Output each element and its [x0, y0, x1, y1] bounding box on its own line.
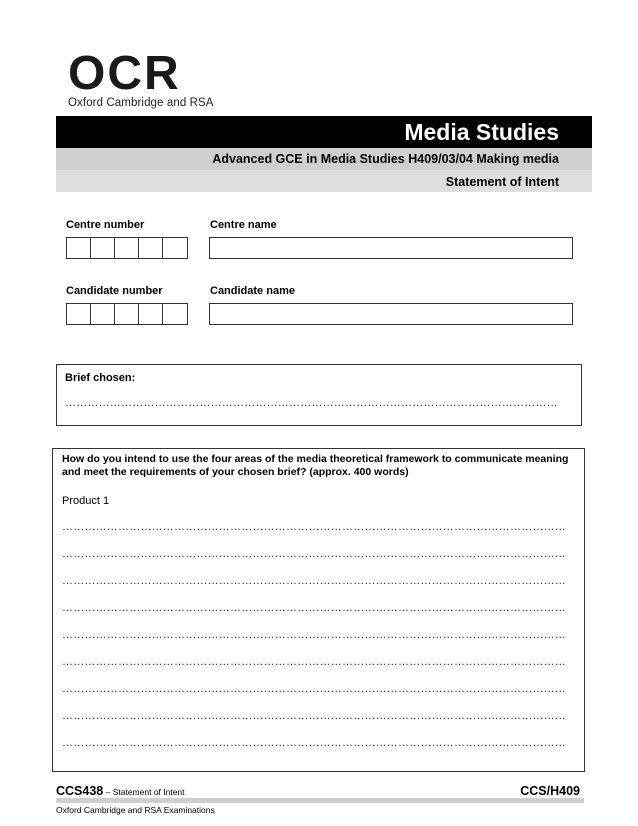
candidate-name-field[interactable] — [209, 303, 573, 325]
title-band — [56, 116, 592, 148]
candidate-name-label: Candidate name — [210, 285, 295, 297]
footer-form-code — [56, 784, 185, 798]
logo-mark: OCR — [68, 47, 181, 100]
answer-line[interactable]: ……………………………………………………………………………………………………………………… — [62, 629, 566, 641]
candidate-number-digit[interactable] — [91, 304, 115, 324]
question-box — [52, 448, 585, 772]
candidate-number-digit[interactable] — [163, 304, 187, 324]
form-title: Statement of Intent — [445, 175, 559, 189]
answer-line[interactable]: ……………………………………………………………………………………………………………………… — [62, 521, 566, 533]
centre-number-digit[interactable] — [91, 238, 115, 258]
centre-number-digit[interactable] — [115, 238, 139, 258]
answer-line[interactable]: ……………………………………………………………………………………………………………………… — [62, 602, 566, 614]
form-code-suffix: – Statement of Intent — [103, 787, 185, 797]
page-title: Media Studies — [404, 119, 559, 145]
qualification-subtitle: Advanced GCE in Media Studies H409/03/04 Making media — [212, 152, 559, 166]
centre-number-digit[interactable] — [67, 238, 91, 258]
form-title-band — [56, 170, 592, 192]
footer-reference: CCS/H409 — [520, 784, 580, 798]
brief-answer-line[interactable]: …………………………………………………………………………………………………………………… — [65, 397, 558, 409]
centre-number-digit[interactable] — [139, 238, 163, 258]
footer-divider — [56, 798, 584, 803]
answer-line[interactable]: ……………………………………………………………………………………………………………………… — [62, 548, 566, 560]
centre-name-label: Centre name — [210, 219, 277, 231]
answer-line[interactable]: ……………………………………………………………………………………………………………………… — [62, 710, 566, 722]
answer-line[interactable]: ……………………………………………………………………………………………………………………… — [62, 737, 566, 749]
centre-number-label: Centre number — [66, 219, 145, 231]
footer-organisation: Oxford Cambridge and RSA Examinations — [56, 805, 215, 815]
subtitle-band — [56, 148, 592, 170]
answer-line[interactable]: ……………………………………………………………………………………………………………………… — [62, 575, 566, 587]
candidate-number-label: Candidate number — [66, 285, 163, 297]
question-text: How do you intend to use the four areas of the media theoretical framework to communicate meaning and meet the requirements of your chosen brief? (approx. 400 words) — [62, 453, 569, 478]
brief-label: Brief chosen: — [65, 372, 136, 384]
candidate-number-boxes[interactable] — [66, 303, 188, 325]
candidate-number-digit[interactable] — [115, 304, 139, 324]
ocr-logo — [68, 47, 218, 112]
candidate-number-digit[interactable] — [139, 304, 163, 324]
centre-name-field[interactable] — [209, 237, 573, 259]
brief-box — [56, 364, 582, 426]
product-label: Product 1 — [62, 495, 110, 507]
centre-number-boxes[interactable] — [66, 237, 188, 259]
form-code: CCS438 — [56, 784, 104, 798]
answer-line[interactable]: ……………………………………………………………………………………………………………………… — [62, 656, 566, 668]
logo-subtitle: Oxford Cambridge and RSA — [68, 97, 214, 109]
centre-number-digit[interactable] — [163, 238, 187, 258]
candidate-number-digit[interactable] — [67, 304, 91, 324]
answer-line[interactable]: ……………………………………………………………………………………………………………………… — [62, 683, 566, 695]
